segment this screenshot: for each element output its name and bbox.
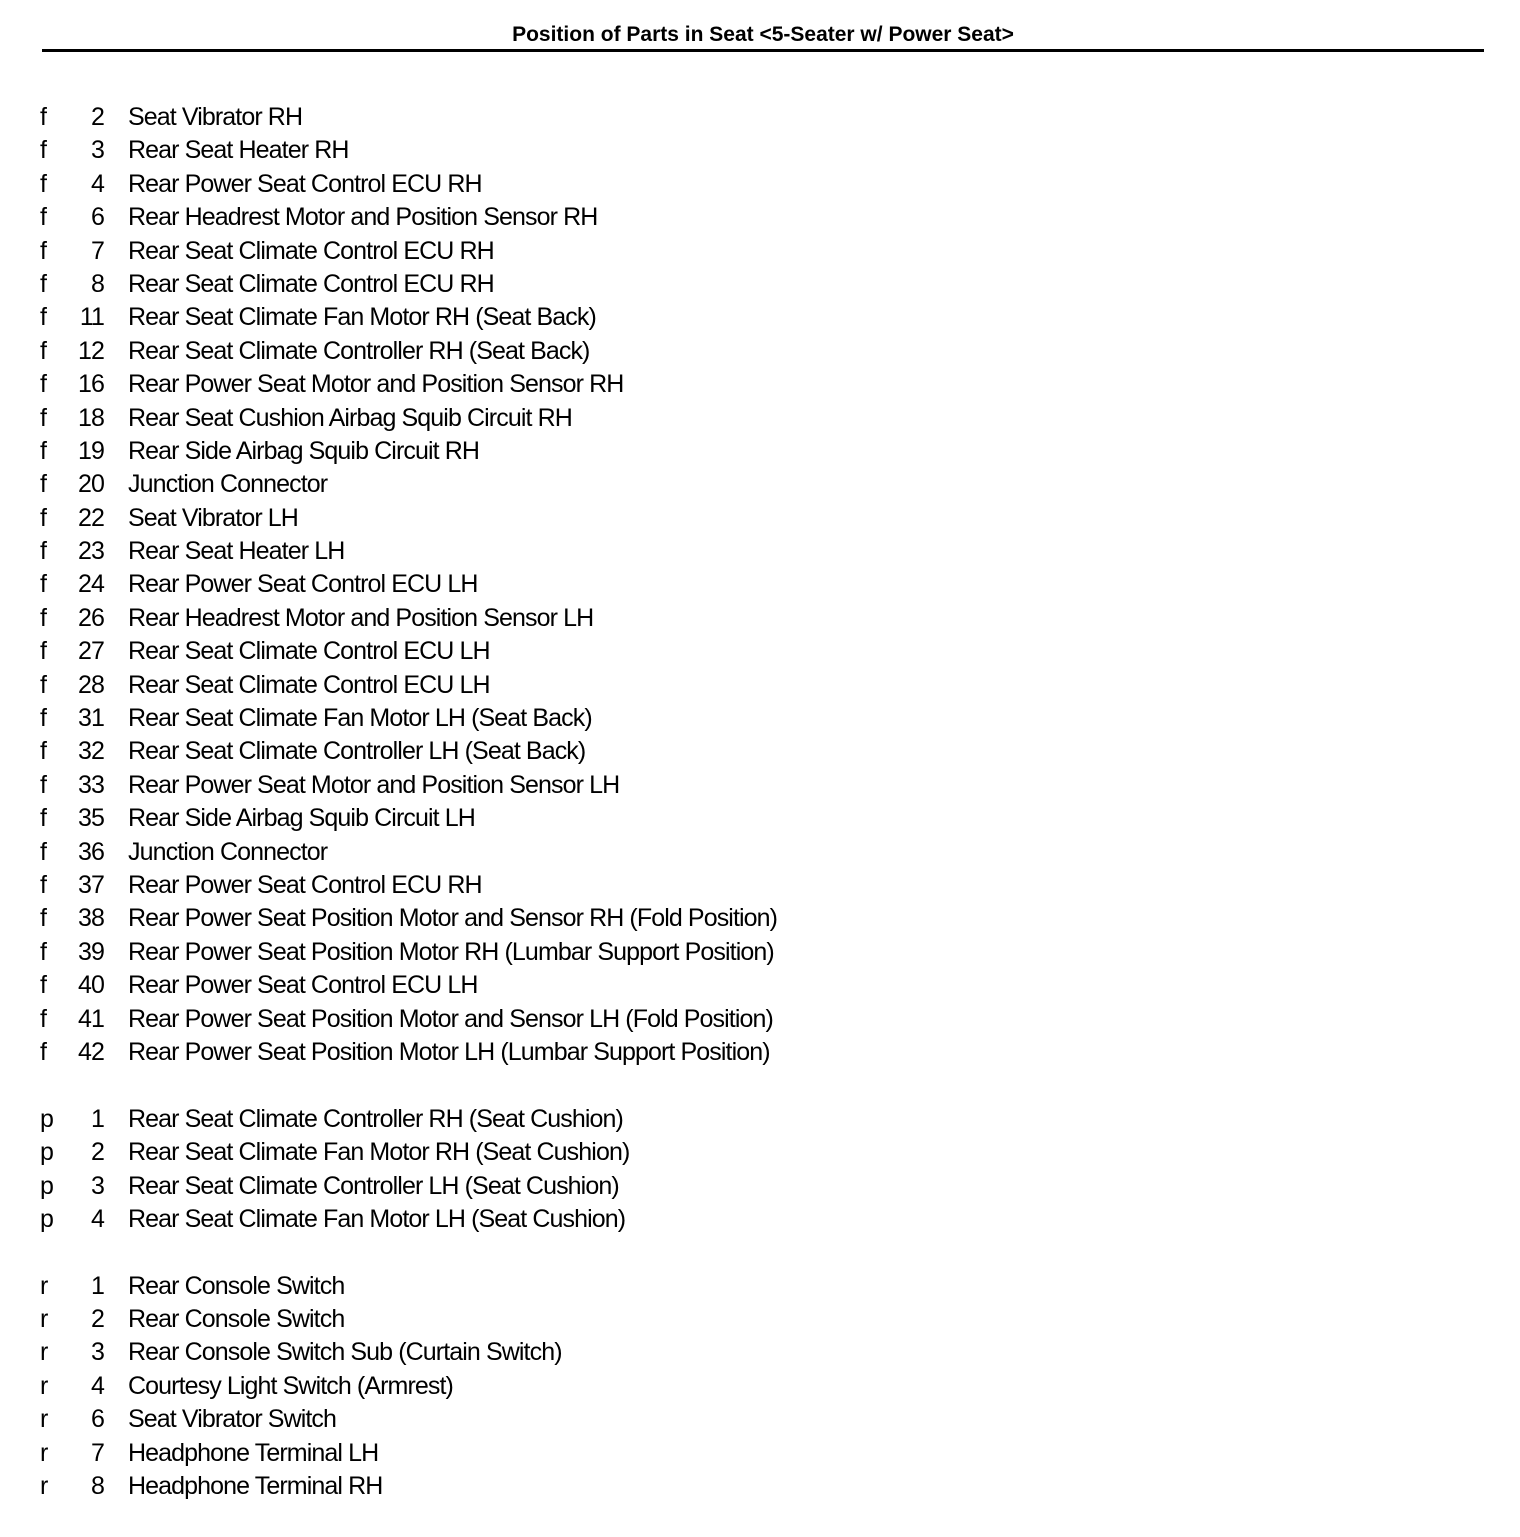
connector-number: 32 (77, 737, 104, 766)
part-name: Rear Seat Climate Controller RH (Seat Back) (128, 336, 590, 365)
connector-prefix: f (40, 637, 47, 666)
part-row (40, 802, 1440, 835)
connector-number: 2 (90, 103, 104, 131)
connector-number: 1 (90, 1104, 104, 1133)
part-row (40, 235, 1440, 268)
connector-number: 12 (77, 336, 104, 365)
part-name: Rear Seat Heater RH (128, 136, 349, 165)
part-name: Rear Seat Cushion Airbag Squib Circuit RH (128, 403, 572, 432)
part-name: Junction Connector (128, 837, 328, 866)
parts-list (40, 101, 1440, 1537)
connector-prefix: f (40, 136, 47, 165)
part-row (40, 1303, 1440, 1336)
connector-number: 4 (90, 1371, 104, 1400)
connector-number: 37 (77, 870, 104, 899)
connector-prefix: f (40, 1004, 47, 1033)
connector-number: 16 (77, 370, 104, 399)
part-name: Courtesy Light Switch (Armrest) (128, 1371, 453, 1400)
part-row (40, 301, 1440, 334)
part-name: Rear Console Switch (128, 1271, 345, 1300)
part-name: Rear Headrest Motor and Position Sensor LH (128, 603, 594, 632)
connector-prefix: r (40, 1305, 48, 1334)
connector-prefix: p (40, 1104, 54, 1133)
connector-prefix: f (40, 537, 47, 566)
part-name: Rear Power Seat Position Motor and Sensor RH (Fold Position) (128, 904, 778, 933)
part-name: Rear Power Seat Motor and Position Sensor RH (128, 370, 624, 399)
connector-number: 18 (77, 403, 104, 432)
connector-number: 7 (90, 1438, 104, 1467)
connector-number: 2 (90, 1138, 104, 1167)
connector-number: 42 (77, 1037, 104, 1066)
part-name: Headphone Terminal LH (128, 1438, 379, 1467)
connector-number: 3 (90, 1338, 104, 1367)
part-row (40, 669, 1440, 702)
part-name: Rear Seat Climate Control ECU LH (128, 637, 490, 666)
connector-number: 36 (77, 837, 104, 866)
connector-number: 38 (77, 904, 104, 933)
part-row (40, 134, 1440, 167)
part-row (40, 1437, 1440, 1470)
connector-prefix: f (40, 503, 47, 532)
connector-number: 8 (90, 269, 104, 298)
part-name: Rear Seat Climate Fan Motor RH (Seat Back) (128, 303, 596, 332)
connector-number: 33 (77, 770, 104, 799)
part-row (40, 936, 1440, 969)
connector-prefix: f (40, 870, 47, 899)
part-name: Rear Seat Climate Controller LH (Seat Cushion) (128, 1171, 619, 1200)
part-name: Rear Power Seat Control ECU LH (128, 971, 478, 1000)
connector-number: 19 (77, 436, 104, 465)
connector-prefix: f (40, 269, 47, 298)
part-row (40, 1370, 1440, 1403)
connector-prefix: f (40, 303, 47, 332)
part-name: Rear Headrest Motor and Position Sensor RH (128, 203, 598, 232)
connector-prefix: f (40, 470, 47, 499)
part-row (40, 535, 1440, 568)
connector-prefix: r (40, 1271, 48, 1300)
connector-number: 2 (90, 1305, 104, 1334)
part-row (40, 1270, 1440, 1303)
connector-prefix: r (40, 1371, 48, 1400)
part-name: Rear Power Seat Motor and Position Sensor LH (128, 770, 620, 799)
connector-prefix: f (40, 937, 47, 966)
part-name: Rear Side Airbag Squib Circuit RH (128, 436, 480, 465)
part-row (40, 335, 1440, 368)
connector-prefix: f (40, 837, 47, 866)
connector-number: 28 (77, 670, 104, 699)
part-row (40, 1036, 1440, 1069)
connector-number: 27 (77, 637, 104, 666)
connector-prefix: f (40, 403, 47, 432)
part-row (40, 101, 1440, 134)
part-row (40, 201, 1440, 234)
connector-prefix: r (40, 1472, 48, 1501)
part-row (40, 1403, 1440, 1436)
part-name: Rear Power Seat Control ECU RH (128, 870, 482, 899)
parts-group-p (40, 1103, 1440, 1237)
part-name: Rear Seat Climate Controller LH (Seat Back) (128, 737, 586, 766)
connector-number: 8 (90, 1472, 104, 1501)
part-name: Rear Seat Climate Control ECU RH (128, 236, 494, 265)
connector-number: 20 (77, 470, 104, 499)
part-row (40, 435, 1440, 468)
connector-prefix: f (40, 103, 47, 131)
connector-prefix: f (40, 670, 47, 699)
connector-prefix: f (40, 436, 47, 465)
part-row (40, 735, 1440, 768)
connector-number: 6 (90, 1405, 104, 1434)
connector-number: 22 (77, 503, 104, 532)
part-name: Seat Vibrator Switch (128, 1405, 337, 1434)
connector-prefix: f (40, 203, 47, 232)
part-row (40, 635, 1440, 668)
connector-prefix: f (40, 904, 47, 933)
part-row (40, 502, 1440, 535)
connector-prefix: r (40, 1405, 48, 1434)
part-name: Rear Seat Climate Fan Motor RH (Seat Cushion) (128, 1138, 630, 1167)
part-row (40, 769, 1440, 802)
part-row (40, 1103, 1440, 1136)
connector-number: 40 (77, 971, 104, 1000)
connector-number: 3 (90, 1171, 104, 1200)
connector-prefix: f (40, 737, 47, 766)
connector-prefix: p (40, 1138, 54, 1167)
part-row (40, 1003, 1440, 1036)
part-name: Rear Seat Heater LH (128, 537, 345, 566)
connector-number: 7 (90, 236, 104, 265)
connector-number: 4 (90, 169, 104, 198)
connector-prefix: f (40, 704, 47, 733)
part-name: Rear Power Seat Position Motor LH (Lumbar Support Position) (128, 1037, 770, 1066)
part-name: Rear Power Seat Control ECU RH (128, 169, 482, 198)
part-name: Rear Seat Climate Control ECU LH (128, 670, 490, 699)
part-row (40, 702, 1440, 735)
part-row (40, 468, 1440, 501)
part-name: Rear Seat Climate Control ECU RH (128, 269, 494, 298)
part-name: Headphone Terminal RH (128, 1472, 383, 1501)
part-name: Rear Console Switch Sub (Curtain Switch) (128, 1338, 562, 1367)
connector-prefix: f (40, 236, 47, 265)
connector-prefix: f (40, 804, 47, 833)
part-row (40, 836, 1440, 869)
part-row (40, 1136, 1440, 1169)
connector-number: 23 (77, 537, 104, 566)
connector-number: 35 (77, 804, 104, 833)
part-name: Rear Side Airbag Squib Circuit LH (128, 804, 475, 833)
part-row (40, 268, 1440, 301)
connector-number: 6 (90, 203, 104, 232)
part-name: Rear Power Seat Position Motor and Sensor LH (Fold Position) (128, 1004, 773, 1033)
part-name: Rear Console Switch (128, 1305, 345, 1334)
part-row (40, 1203, 1440, 1236)
connector-number: 3 (90, 136, 104, 165)
title-underline (42, 49, 1484, 52)
part-name: Seat Vibrator RH (128, 103, 303, 131)
connector-number: 1 (90, 1271, 104, 1300)
connector-prefix: f (40, 336, 47, 365)
connector-prefix: f (40, 770, 47, 799)
part-row (40, 568, 1440, 601)
connector-prefix: p (40, 1204, 54, 1233)
part-row (40, 902, 1440, 935)
connector-number: 26 (77, 603, 104, 632)
part-row (40, 168, 1440, 201)
part-name: Rear Power Seat Control ECU LH (128, 570, 478, 599)
part-row (40, 402, 1440, 435)
part-name: Rear Power Seat Position Motor RH (Lumbar Support Position) (128, 937, 774, 966)
parts-group-r (40, 1270, 1440, 1504)
part-row (40, 969, 1440, 1002)
part-row (40, 1336, 1440, 1369)
part-row (40, 1470, 1440, 1503)
connector-prefix: f (40, 570, 47, 599)
connector-prefix: r (40, 1438, 48, 1467)
page-title: Position of Parts in Seat <5-Seater w/ Power Seat> (512, 23, 1014, 46)
parts-group-f (40, 101, 1440, 1069)
connector-prefix: f (40, 603, 47, 632)
connector-number: 4 (90, 1204, 104, 1233)
part-row (40, 869, 1440, 902)
connector-prefix: p (40, 1171, 54, 1200)
part-row (40, 602, 1440, 635)
connector-prefix: f (40, 169, 47, 198)
connector-number: 11 (79, 303, 104, 332)
part-name: Junction Connector (128, 470, 328, 499)
connector-number: 24 (77, 570, 104, 599)
connector-prefix: f (40, 1037, 47, 1066)
connector-number: 41 (77, 1004, 104, 1033)
part-name: Seat Vibrator LH (128, 503, 298, 532)
connector-prefix: r (40, 1338, 48, 1367)
connector-prefix: f (40, 370, 47, 399)
connector-prefix: f (40, 971, 47, 1000)
part-row (40, 1170, 1440, 1203)
part-name: Rear Seat Climate Fan Motor LH (Seat Back) (128, 704, 592, 733)
part-name: Rear Seat Climate Fan Motor LH (Seat Cushion) (128, 1204, 626, 1233)
connector-number: 39 (77, 937, 104, 966)
part-name: Rear Seat Climate Controller RH (Seat Cushion) (128, 1104, 623, 1133)
part-row (40, 368, 1440, 401)
connector-number: 31 (77, 704, 104, 733)
